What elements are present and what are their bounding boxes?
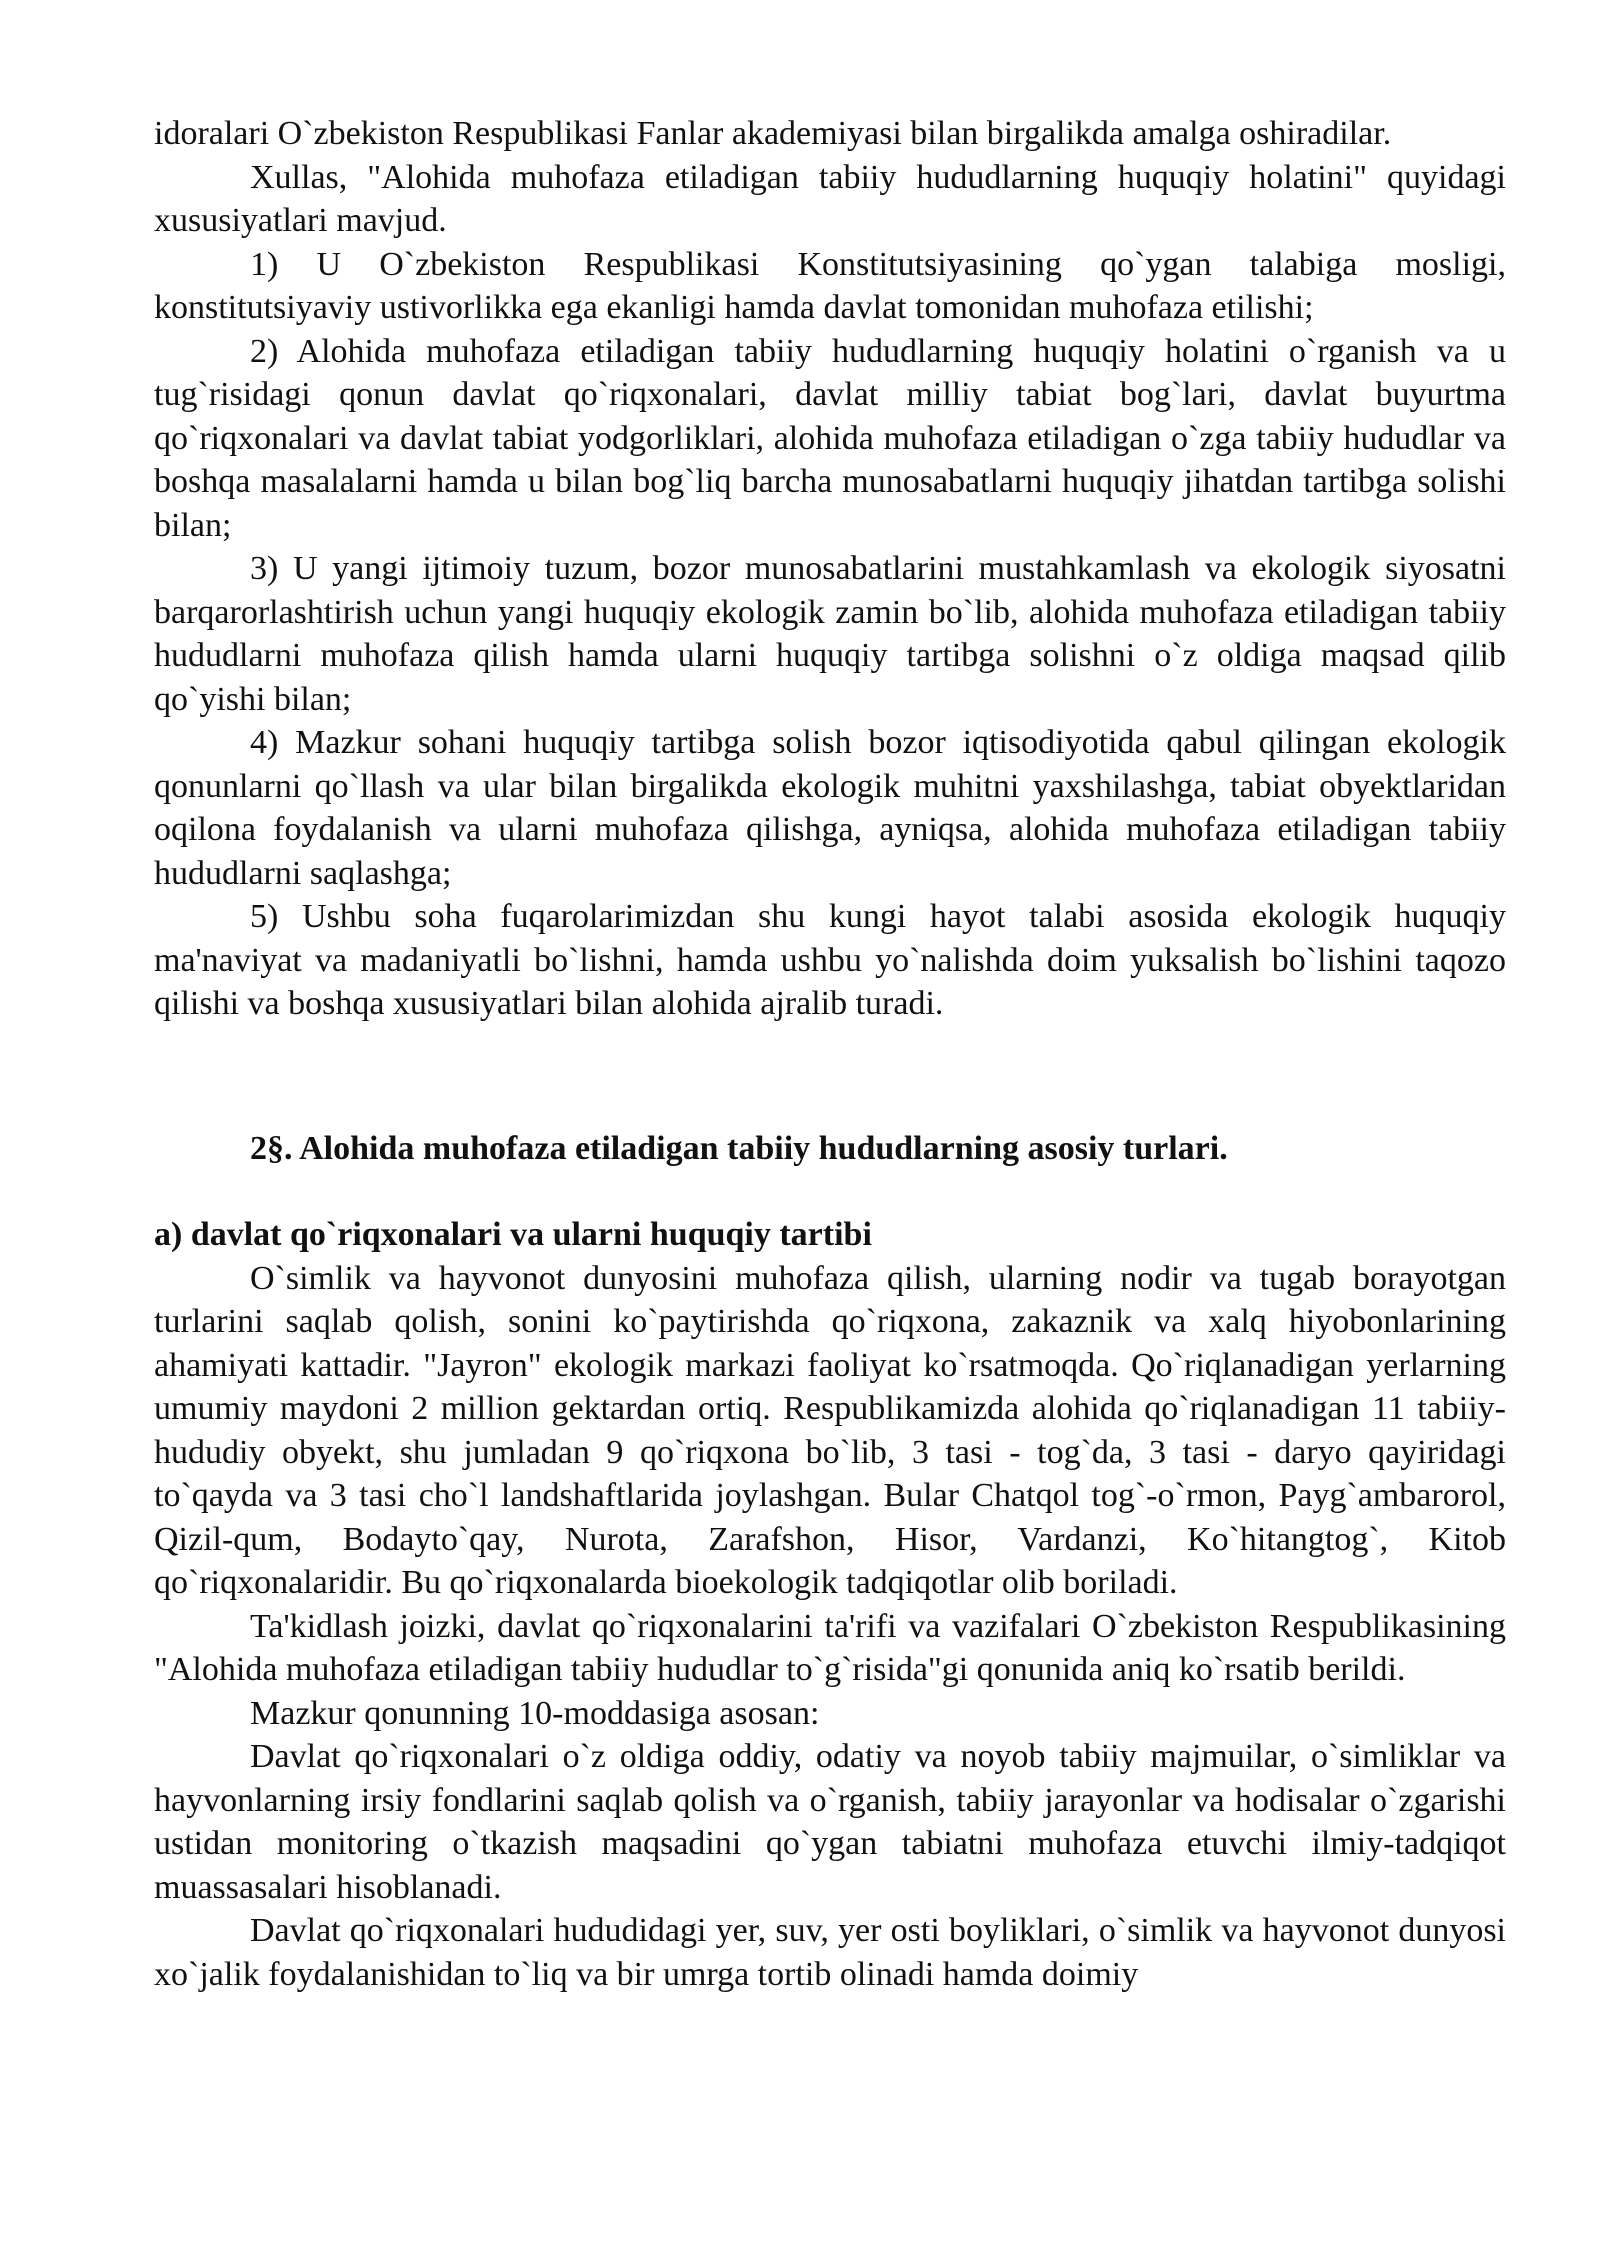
list-item-5: 5) Ushbu soha fuqarolarimizdan shu kungi hayot talabi asosida ekologik huquqiy ma'naviyat va madaniyatli bo`lishni, hamda ushbu yo`nalishda doim yuksalish bo`lishini taqozo qilishi va boshqa xususiyatlari bilan alohida ajralib turadi. bbox=[154, 898, 1506, 1022]
paragraph-article-intro: Mazkur qonunning 10-moddasiga asosan: bbox=[250, 1694, 820, 1732]
list-item-2: 2) Alohida muhofaza etiladigan tabiiy hududlarning huquqiy holatini o`rganish va u tug`risidagi qonun davlat qo`riqxonalari, davlat milliy tabiat bog`lari, davlat buyurtma qo`riqxonalari va davlat tabiat yodgorliklari, alohida muhofaza etiladigan o`zga tabiiy hududlar va boshqa masalalarni hamda u bilan bog`liq barcha munosabatlarni huquqiy jihatdan tartibga solishi bilan; bbox=[154, 332, 1506, 544]
subsection-heading: a) davlat qo`riqxonalari va ularni huquqiy tartibi bbox=[154, 1216, 872, 1253]
list-item-4: 4) Mazkur sohani huquqiy tartibga solish bozor iqtisodiyotida qabul qilingan ekologik qonunlarni qo`llash va ular bilan birgalikda ekologik muhitni yaxshilashga, tabiat obyektlaridan oqilona foydalanish va ularni muhofaza qilishga, ayniqsa, alohida muhofaza etiladigan tabiiy hududlarni saqlashga; bbox=[154, 724, 1506, 892]
list-item-1: 1) U O`zbekiston Respublikasi Konstitutsiyasining qo`ygan talabiga mosligi, konstitutsiyaviy ustivorlikka ega ekanligi hamda davlat tomonidan muhofaza etilishi; bbox=[154, 245, 1506, 326]
paragraph-summary: Xullas, "Alohida muhofaza etiladigan tabiiy hududlarning huquqiy holatini" quyidagi xususiyatlari mavjud. bbox=[154, 158, 1506, 239]
paragraph-continuation: idoralari O`zbekiston Respublikasi Fanlar akademiyasi bilan birgalikda amalga oshiradilar. bbox=[154, 115, 1392, 152]
paragraph-reserve-territory: Davlat qo`riqxonalari hududidagi yer, suv, yer osti boyliklari, o`simlik va hayvonot dunyosi xo`jalik foydalanishidan to`liq va bir umrga tortib olinadi hamda doimiy bbox=[154, 1912, 1506, 1993]
paragraph-reserve-definition: Davlat qo`riqxonalari o`z oldiga oddiy, odatiy va noyob tabiiy majmuilar, o`simliklar va hayvonlarning irsiy fondlarini saqlab qolish va o`rganish, tabiiy jarayonlar va hodisalar o`zgarishi ustidan monitoring o`tkazish maqsadini qo`ygan tabiatni muhofaza etuvchi ilmiy-tadqiqot muassasalari hisoblanadi. bbox=[154, 1738, 1506, 1906]
document-page bbox=[154, 112, 1506, 1996]
paragraph-law-reference: Ta'kidlash joizki, davlat qo`riqxonalarini ta'rifi va vazifalari O`zbekiston Respublikasining "Alohida muhofaza etiladigan tabiiy hududlar to`g`risida"gi qonunida aniq ko`rsatib berildi. bbox=[154, 1607, 1506, 1688]
paragraph-reserves-overview: O`simlik va hayvonot dunyosini muhofaza qilish, ularning nodir va tugab borayotgan turlarini saqlab qolish, sonini ko`paytirishda qo`riqxona, zakaznik va xalq hiyobonlarining ahamiyati kattadir. "Jayron" ekologik markazi faoliyat ko`rsatmoqda. Qo`riqlanadigan yerlarning umumiy maydoni 2 million gektardan ortiq. Respublikamizda alohida qo`riqlanadigan 11 tabiiy-hududiy obyekt, shu jumladan 9 qo`riqxona bo`lib, 3 tasi - tog`da, 3 tasi - daryo qayiridagi to`qayda va 3 tasi cho`l landshaftlarida joylashgan. Bular Chatqol tog`-o`rmon, Payg`ambarorol, Qizil-qum, Bodayto`qay, Nurota, Zarafshon, Hisor, Vardanzi, Ko`hitangtog`, Kitob qo`riqxonalaridir. Bu qo`riqxonalarda bioekologik tadqiqotlar olib boriladi. bbox=[154, 1259, 1506, 1601]
section-heading: 2§. Alohida muhofaza etiladigan tabiiy hududlarning asosiy turlari. bbox=[250, 1129, 1228, 1167]
list-item-3: 3) U yangi ijtimoiy tuzum, bozor munosabatlarini mustahkamlash va ekologik siyosatni barqarorlashtirish uchun yangi huquqiy ekologik zamin bo`lib, alohida muhofaza etiladigan tabiiy hududlarni muhofaza qilish hamda ularni huquqiy tartibga solishni o`z oldiga maqsad qilib qo`yishi bilan; bbox=[154, 550, 1506, 718]
